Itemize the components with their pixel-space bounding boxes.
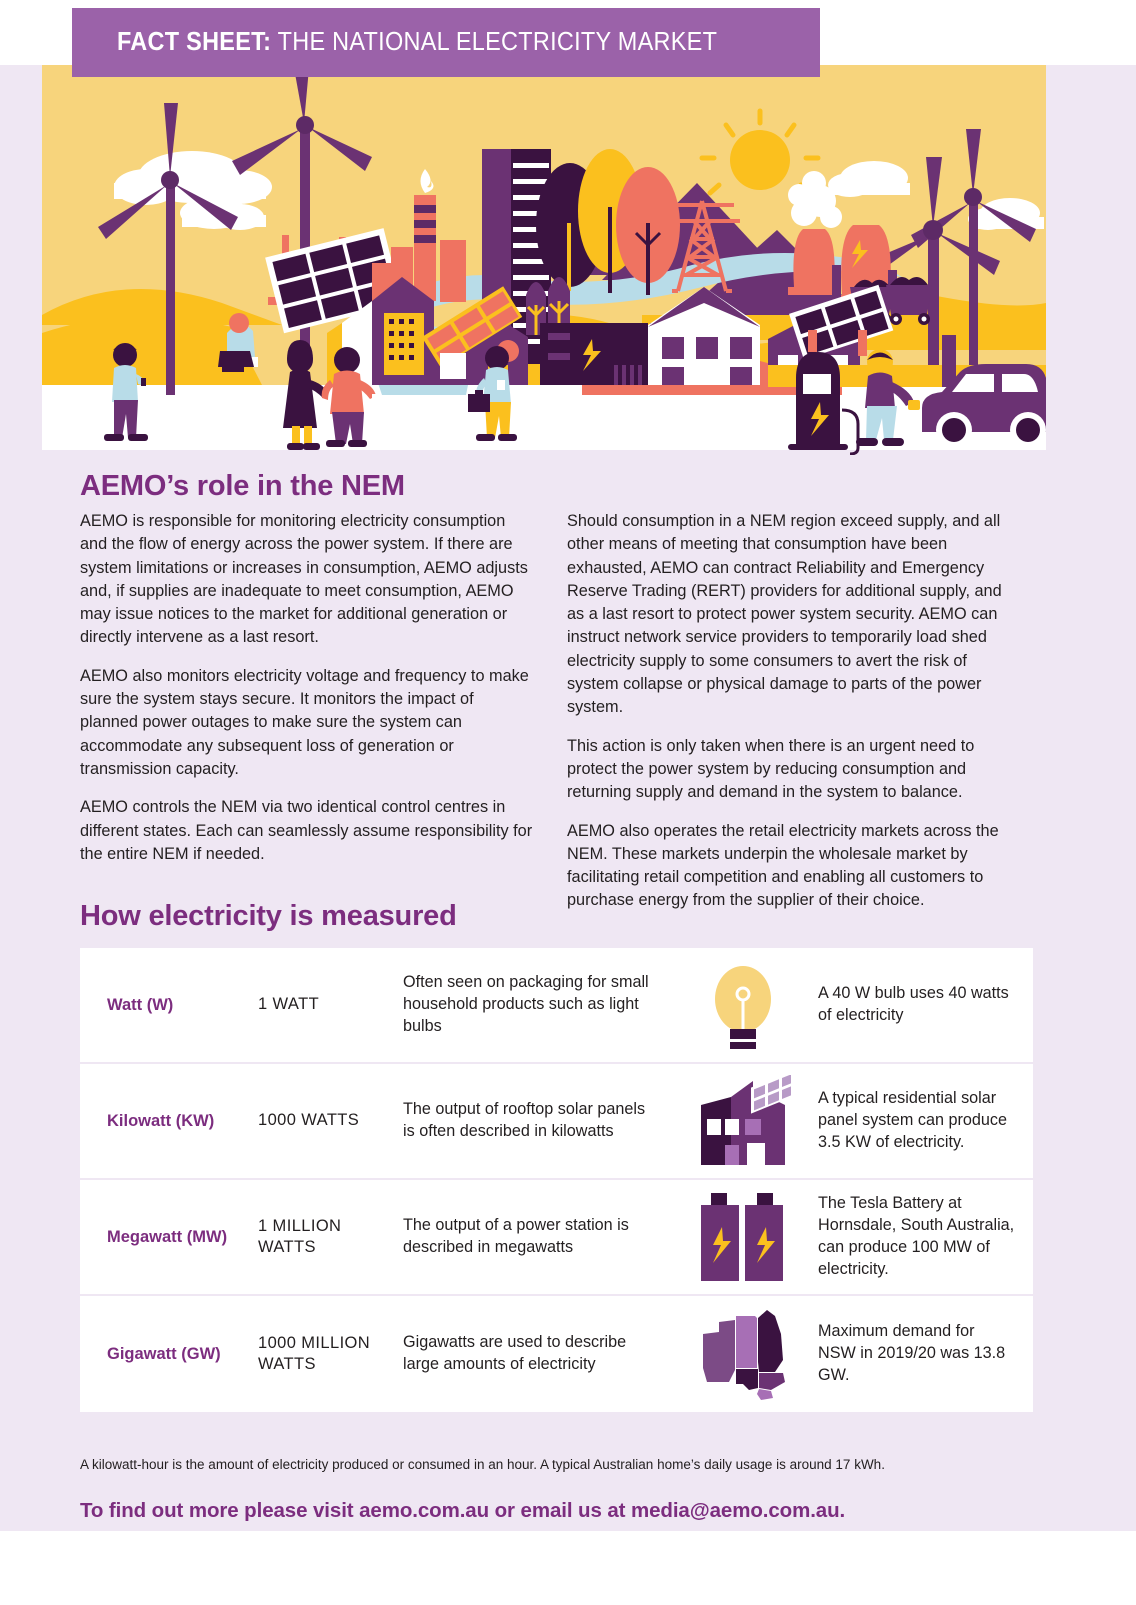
person-worker xyxy=(468,346,517,441)
banner-subject: THE NATIONAL ELECTRICITY MARKET xyxy=(271,28,718,56)
unit-fact: Maximum demand for NSW in 2019/20 was 13.8 GW. xyxy=(818,1322,1006,1384)
paragraph: AEMO is responsible for monitoring electricity consumption and the flow of energy across the power system. If there are system limitations or increases in consumption, AEMO adjusts and, if supplies are inadequate to meet consumption, AEMO may issue notices to the market for additional generation or directly intervene as a last resort. xyxy=(80,512,528,647)
solar-house-icon xyxy=(693,1075,793,1167)
row-icon-cell xyxy=(668,1191,818,1283)
unit-label: Kilowatt (KW) xyxy=(107,1111,215,1130)
row-icon-cell xyxy=(668,959,818,1051)
unit-label: Gigawatt (GW) xyxy=(107,1344,221,1363)
ev-charger-icon xyxy=(788,330,867,454)
contact-cta: To find out more please visit aemo.com.au or email us at media@aemo.com.au. xyxy=(80,1499,846,1522)
unit-description: The output of rooftop solar panels is often described in kilowatts xyxy=(403,1100,646,1140)
unit-label: Megawatt (MW) xyxy=(107,1227,228,1246)
unit-description: The output of a power station is described in megawatts xyxy=(403,1216,629,1256)
person-charging xyxy=(856,349,920,446)
row-icon-cell xyxy=(668,1075,818,1167)
lightbulb-icon xyxy=(697,959,789,1051)
measure-section-title: How electricity is measured xyxy=(80,900,457,932)
banner-title xyxy=(117,28,717,57)
electric-car-icon xyxy=(922,364,1046,448)
kilowatt-hour-note: A kilowatt-hour is the amount of electricity produced or consumed in an hour. A typical Australian home’s daily usage is around 17 kWh. xyxy=(80,1457,885,1472)
person-walking xyxy=(104,343,148,441)
right-column xyxy=(567,510,1020,913)
table-row xyxy=(80,1064,1033,1180)
fact-sheet-banner xyxy=(72,8,820,77)
left-column xyxy=(80,510,533,866)
unit-fact: A 40 W bulb uses 40 watts of electricity xyxy=(818,984,1009,1024)
australia-map-icon xyxy=(693,1306,793,1402)
unit-value: 1000 MILLION WATTS xyxy=(258,1333,371,1373)
unit-fact: The Tesla Battery at Hornsdale, South Australia, can produce 100 MW of electricity. xyxy=(818,1194,1015,1278)
paragraph: This action is only taken when there is an urgent need to protect the power system by reducing consumption and returning supply and demand in the system to balance. xyxy=(567,736,975,802)
paragraph: AEMO controls the NEM via two identical control centres in different states. Each can seamlessly assume responsibility for the entire NEM if needed. xyxy=(80,798,533,863)
measurement-table xyxy=(80,948,1033,1412)
unit-description: Gigawatts are used to describe large amounts of electricity xyxy=(403,1333,627,1373)
paragraph: AEMO also operates the retail electricity markets across the NEM. These markets underpin the wholesale market by facilitating retail competition and enabling all customers to purchase energy from the supplier of their choice. xyxy=(567,821,999,910)
row-icon-cell xyxy=(668,1306,818,1402)
banner-prefix: FACT SHEET: xyxy=(117,28,272,56)
table-row xyxy=(80,1296,1033,1412)
paragraph: AEMO also monitors electricity voltage and frequency to make sure the system stays secure. It monitors the impact of planned power outages to make sure the system can accommodate any subsequent loss of generation or transmission capacity. xyxy=(80,666,529,778)
unit-description: Often seen on packaging for small household products such as light bulbs xyxy=(403,973,649,1035)
role-section-title: AEMO’s role in the NEM xyxy=(80,470,405,502)
table-row xyxy=(80,1180,1033,1296)
people-row xyxy=(42,330,1046,455)
unit-label: Watt (W) xyxy=(107,995,174,1014)
unit-fact: A typical residential solar panel system can produce 3.5 KW of electricity. xyxy=(818,1089,1007,1151)
table-row xyxy=(80,948,1033,1064)
paragraph: Should consumption in a NEM region exceed supply, and all other means of meeting that consumption have been exhausted, AEMO can contract Reliability and Emergency Reserve Trading (RERT) providers for additional supply, and as a last resort to protect power system security. AEMO can instruct network service providers to temporarily load shed electricity supply to some consumers to avert the risk of system collapse or physical damage to parts of the power system. xyxy=(567,512,1002,717)
unit-value: 1 WATT xyxy=(258,995,320,1014)
unit-value: 1 MILLION WATTS xyxy=(258,1216,342,1256)
unit-value: 1000 WATTS xyxy=(258,1111,360,1130)
battery-icon xyxy=(693,1191,793,1283)
